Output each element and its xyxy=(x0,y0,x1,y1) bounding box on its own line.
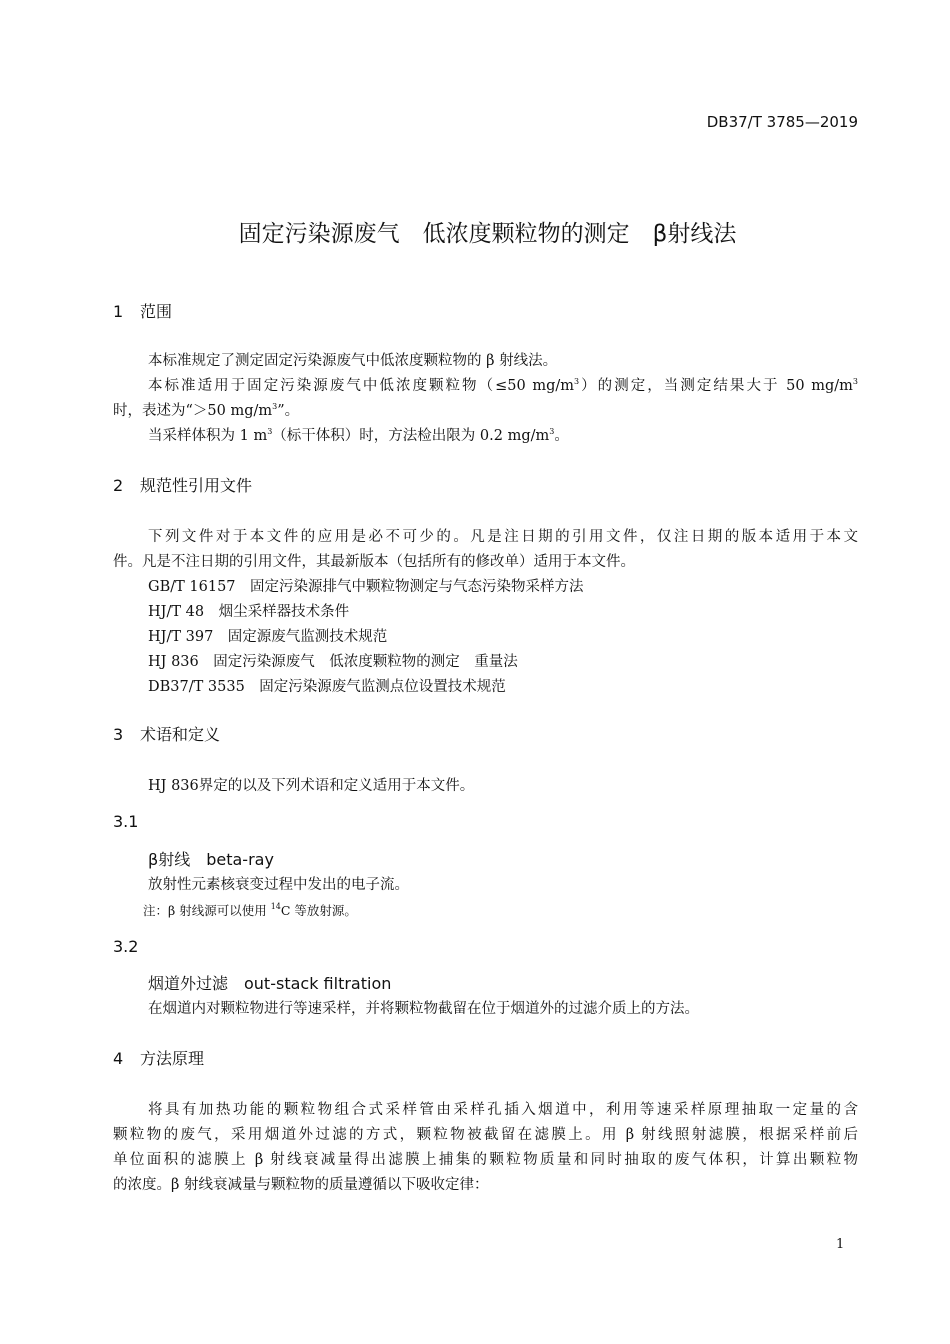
paragraph-line: 的浓度。β 射线衰减量与颗粒物的质量遵循以下吸收定律： xyxy=(113,1177,489,1193)
reference-item: GB/T 16157 固定污染源排气中颗粒物测定与气态污染物采样方法 xyxy=(148,579,584,595)
section-heading-1: 1 范围 xyxy=(113,302,173,321)
paragraph: 下列文件对于本文件的应用是必不可少的。凡是注日期的引用文件，仅注日期的版本适用于本文 xyxy=(148,529,858,545)
section-heading-4: 4 方法原理 xyxy=(113,1049,205,1068)
paragraph-cont: 时，表述为“＞50 $mg/m^3$”。 xyxy=(113,402,300,419)
section-heading-2: 2 规范性引用文件 xyxy=(113,476,253,495)
section-heading-3: 3 术语和定义 xyxy=(113,725,221,744)
paragraph: 本标准规定了测定固定污染源废气中低浓度颗粒物的 β 射线法。 xyxy=(148,353,558,369)
page-title: 固定污染源废气 低浓度颗粒物的测定 β射线法 xyxy=(238,221,737,247)
reference-item: HJ/T 397 固定源废气监测技术规范 xyxy=(148,629,388,645)
term-note: 注：β 射线源可以使用 $^{14}$C 等放射源。 xyxy=(143,902,357,918)
paragraph-cont: 件。凡是不注日期的引用文件，其最新版本（包括所有的修改单）适用于本文件。 xyxy=(113,554,635,570)
term-title: β射线 beta-ray xyxy=(148,850,274,869)
term-title: 烟道外过滤 out-stack filtration xyxy=(148,974,392,993)
paragraph: 本标准适用于固定污染源废气中低浓度颗粒物（≤50 $mg/m^3$）的测定，当测定结果大于 50 $mg/m^3$ xyxy=(148,377,858,394)
term-number: 3.1 xyxy=(113,812,139,831)
reference-item: HJ/T 48 烟尘采样器技术条件 xyxy=(148,604,350,620)
paragraph: 当采样体积为 1 $m^3$（标干体积）时，方法检出限为 0.2 $mg/m^3$。 xyxy=(148,427,569,444)
paragraph-line: 单位面积的滤膜上 β 射线衰减量得出滤膜上捕集的颗粒物质量和同时抽取的废气体积，计算出颗粒物 xyxy=(113,1152,858,1168)
term-definition: 放射性元素核衰变过程中发出的电子流。 xyxy=(148,877,409,893)
page-number: 1 xyxy=(836,1237,845,1252)
reference-item: DB37/T 3535 固定污染源废气监测点位设置技术规范 xyxy=(148,679,506,695)
paragraph: HJ 836界定的以及下列术语和定义适用于本文件。 xyxy=(148,778,475,794)
term-definition: 在烟道内对颗粒物进行等速采样，并将颗粒物截留在位于烟道外的过滤介质上的方法。 xyxy=(148,1001,699,1017)
reference-item: HJ 836 固定污染源废气 低浓度颗粒物的测定 重量法 xyxy=(148,654,518,670)
doc-number: DB37/T 3785—2019 xyxy=(706,113,858,131)
paragraph-line: 颗粒物的废气，采用烟道外过滤的方式，颗粒物被截留在滤膜上。用 β 射线照射滤膜，根据采样前后 xyxy=(113,1127,858,1143)
paragraph-line: 将具有加热功能的颗粒物组合式采样管由采样孔插入烟道中，利用等速采样原理抽取一定量的含 xyxy=(148,1102,858,1118)
term-number: 3.2 xyxy=(113,937,139,956)
